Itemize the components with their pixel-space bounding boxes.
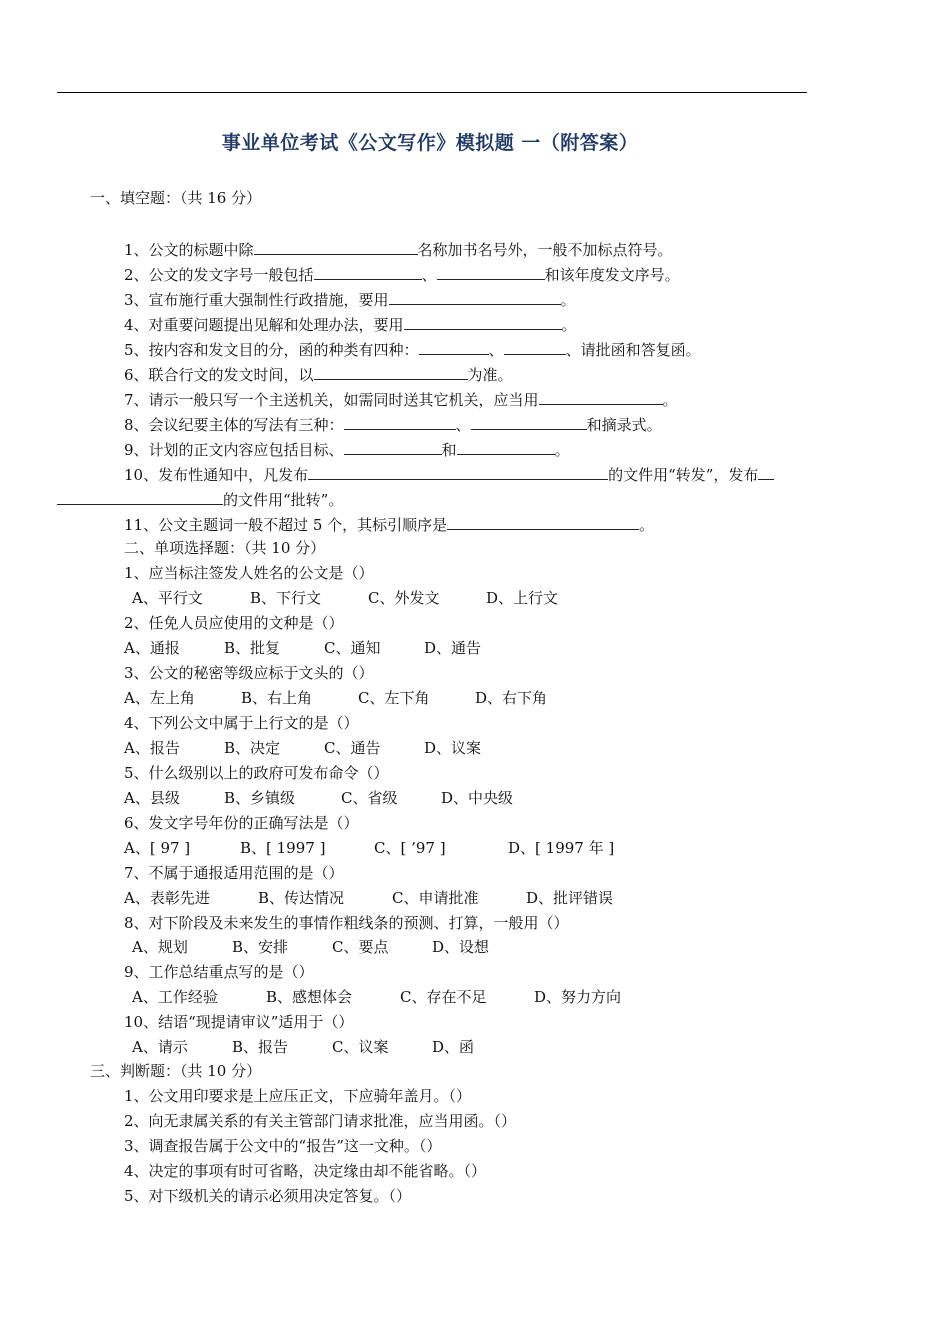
question: 8、对下阶段及未来发生的事情作粗线条的预测、打算，一般用（） bbox=[124, 914, 569, 932]
question: 2、任免人员应使用的文种是（） bbox=[124, 614, 344, 632]
option: B、乡镇级 bbox=[224, 789, 296, 807]
header-rule bbox=[57, 92, 807, 93]
judge-item: 1、公文用印要求是上应压正文，下应骑年盖月。（） bbox=[124, 1087, 472, 1105]
question: 5、什么级别以上的政府可发布命令（） bbox=[124, 764, 389, 782]
question: 6、发文字号年份的正确写法是（） bbox=[124, 814, 359, 832]
fill-item: 7、请示一般只写一个主送机关，如需同时送其它机关，应当用 。 bbox=[124, 391, 678, 409]
fill-item: 8、会议纪要主体的写法有三种： 、 和摘录式。 bbox=[124, 416, 662, 434]
option: A、规划 bbox=[132, 938, 188, 956]
question: 1、应当标注签发人姓名的公文是（） bbox=[124, 564, 374, 582]
option: B、决定 bbox=[224, 739, 281, 757]
options-row bbox=[132, 987, 621, 1007]
option: A、表彰先进 bbox=[124, 889, 210, 907]
options-row bbox=[132, 588, 558, 608]
option: C、省级 bbox=[341, 789, 398, 807]
option: D、设想 bbox=[432, 938, 490, 956]
option: B、下行文 bbox=[250, 589, 322, 607]
option: A、平行文 bbox=[132, 589, 203, 607]
option: D、努力方向 bbox=[534, 988, 622, 1006]
options-row bbox=[124, 738, 481, 758]
fill-item: 5、按内容和发文目的分，函的种类有四种： 、 、请批函和答复函。 bbox=[124, 341, 701, 359]
option: D、通告 bbox=[424, 639, 482, 657]
option: D、批评错误 bbox=[526, 889, 614, 907]
option: A、左上角 bbox=[124, 689, 195, 707]
option: B、感想体会 bbox=[266, 988, 353, 1006]
fill-item: 4、对重要问题提出见解和处理办法，要用 。 bbox=[124, 316, 577, 334]
option: C、[ ’97 ] bbox=[374, 839, 446, 857]
fill-item: 2、公文的发文字号一般包括 、 和该年度发文序号。 bbox=[124, 266, 680, 284]
option: A、报告 bbox=[124, 739, 180, 757]
fill-item: 3、宣布施行重大强制性行政措施，要用 。 bbox=[124, 291, 576, 309]
question: 7、不属于通报适用范围的是（） bbox=[124, 864, 344, 882]
option: A、县级 bbox=[124, 789, 180, 807]
question: 4、下列公文中属于上行文的是（） bbox=[124, 714, 359, 732]
option: B、安排 bbox=[232, 938, 289, 956]
question: 9、工作总结重点写的是（） bbox=[124, 963, 314, 981]
fill-item-continued: 的文件用“批转”。 bbox=[57, 489, 343, 510]
option: B、传达情况 bbox=[258, 889, 345, 907]
option: B、右上角 bbox=[241, 689, 313, 707]
option: C、申请批准 bbox=[392, 889, 479, 907]
option: D、上行文 bbox=[486, 589, 559, 607]
option: D、中央级 bbox=[441, 789, 514, 807]
option: D、[ 1997 年 ] bbox=[508, 839, 615, 857]
options-row bbox=[132, 937, 489, 957]
options-row bbox=[124, 888, 613, 908]
option: C、左下角 bbox=[358, 689, 430, 707]
option: B、批复 bbox=[224, 639, 281, 657]
option: C、通知 bbox=[324, 639, 381, 657]
fill-item: 10、发布性通知中，凡发布 的文件用“转发”，发布 bbox=[124, 464, 774, 485]
option: A、通报 bbox=[124, 639, 180, 657]
option: D、函 bbox=[432, 1038, 475, 1056]
section-fill-heading: 一、填空题：（共 16 分） bbox=[90, 189, 262, 207]
options-row bbox=[124, 788, 513, 808]
options-row bbox=[132, 1037, 474, 1057]
option: A、[ 97 ] bbox=[124, 839, 191, 857]
fill-item: 11、公文主题词一般不超过 5 个，其标引顺序是 。 bbox=[124, 516, 655, 534]
option: C、存在不足 bbox=[400, 988, 487, 1006]
question: 10、结语“现提请审议”适用于（） bbox=[124, 1013, 354, 1031]
option: D、议案 bbox=[424, 739, 482, 757]
options-row bbox=[124, 838, 614, 858]
option: C、要点 bbox=[332, 938, 389, 956]
page-title: 事业单位考试《公文写作》模拟题 一（附答案） bbox=[221, 132, 639, 154]
options-row bbox=[124, 688, 547, 708]
judge-item: 5、对下级机关的请示必须用决定答复。（） bbox=[124, 1187, 412, 1205]
option: A、请示 bbox=[132, 1038, 188, 1056]
section-single-heading: 二、单项选择题：（共 10 分） bbox=[124, 539, 326, 557]
option: B、[ 1997 ] bbox=[240, 839, 326, 857]
option: C、议案 bbox=[332, 1038, 389, 1056]
judge-item: 2、向无隶属关系的有关主管部门请求批准，应当用函。（） bbox=[124, 1112, 517, 1130]
option: A、工作经验 bbox=[132, 988, 218, 1006]
option: C、通告 bbox=[324, 739, 381, 757]
option: D、右下角 bbox=[475, 689, 548, 707]
question: 3、公文的秘密等级应标于文头的（） bbox=[124, 664, 374, 682]
section-judge-heading: 三、判断题：（共 10 分） bbox=[90, 1062, 262, 1080]
options-row bbox=[124, 638, 481, 658]
judge-item: 4、决定的事项有时可省略，决定缘由却不能省略。（） bbox=[124, 1162, 487, 1180]
fill-item: 1、公文的标题中除 名称加书名号外，一般不加标点符号。 bbox=[124, 241, 673, 259]
fill-item: 6、联合行文的发文时间，以 为准。 bbox=[124, 366, 513, 384]
option: C、外发文 bbox=[368, 589, 440, 607]
fill-item: 9、计划的正文内容应包括目标、 和 。 bbox=[124, 441, 570, 459]
option: B、报告 bbox=[232, 1038, 289, 1056]
judge-item: 3、调查报告属于公文中的“报告”这一文种。（） bbox=[124, 1137, 442, 1155]
